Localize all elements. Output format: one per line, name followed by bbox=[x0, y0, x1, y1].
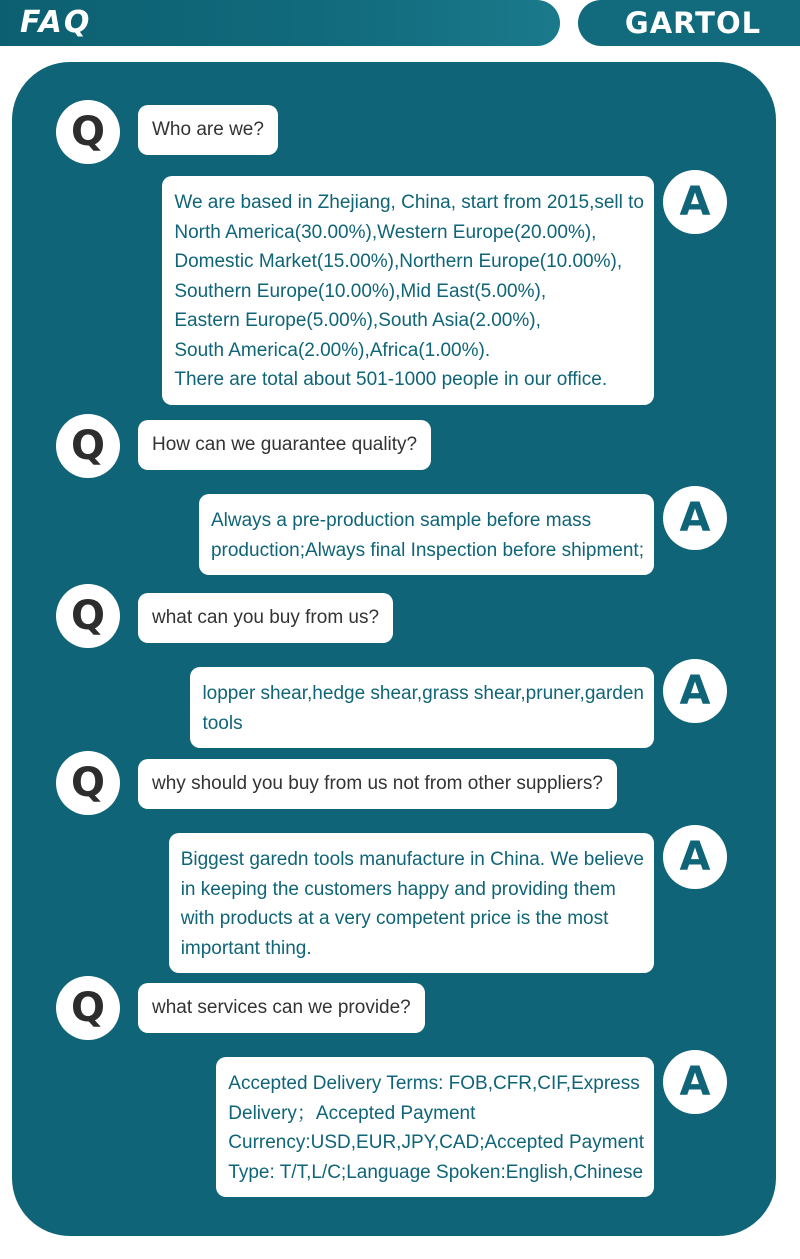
answer-line: Eastern Europe(5.00%),South Asia(2.00%), bbox=[174, 310, 541, 331]
question-badge: Q bbox=[56, 584, 120, 648]
answer-line: important thing. bbox=[180, 937, 312, 959]
answer-bubble bbox=[190, 667, 654, 748]
answer-line: lopper shear,hedge shear,grass shear,pruner,garden bbox=[202, 683, 644, 704]
answer-badge: A bbox=[663, 170, 727, 234]
answer-line: Type: T/T,L/C;Language Spoken:English,Chinese bbox=[228, 1161, 644, 1183]
header bbox=[0, 0, 800, 46]
answer-line: North America(30.00%),Western Europe(20.00%), bbox=[174, 221, 597, 243]
question-badge: Q bbox=[56, 976, 120, 1040]
answer-line: Biggest garedn tools manufacture in China. We believe bbox=[180, 849, 644, 870]
question-bubble: why should you buy from us not from other suppliers? bbox=[138, 759, 617, 809]
answer-line: There are total about 501-1000 people in our office. bbox=[174, 369, 608, 390]
brand-logo: GARTOL bbox=[624, 6, 762, 40]
answer-line: We are based in Zhejiang, China, start from 2015,sell to bbox=[174, 192, 644, 213]
answer-line: in keeping the customers happy and providing them bbox=[180, 878, 616, 900]
answer-bubble bbox=[162, 176, 654, 405]
answer-line: Accepted Delivery Terms: FOB,CFR,CIF,Express bbox=[228, 1073, 640, 1094]
question-bubble: what services can we provide? bbox=[138, 983, 425, 1033]
answer-line: tools bbox=[202, 712, 243, 734]
answer-line: with products at a very competent price is the most bbox=[180, 908, 609, 929]
answer-line: Domestic Market(15.00%),Northern Europe(10.00%), bbox=[174, 251, 623, 272]
answer-line: Currency:USD,EUR,JPY,CAD;Accepted Payment bbox=[228, 1132, 644, 1153]
question-badge: Q bbox=[56, 751, 120, 815]
answer-line: South America(2.00%),Africa(1.00%). bbox=[174, 339, 491, 361]
question-badge: Q bbox=[56, 414, 120, 478]
answer-badge: A bbox=[663, 659, 727, 723]
answer-line: Delivery；Accepted Payment bbox=[228, 1102, 476, 1124]
faq-title: FAQ bbox=[20, 5, 92, 40]
question-bubble: How can we guarantee quality? bbox=[138, 420, 431, 470]
answer-line: Southern Europe(10.00%),Mid East(5.00%), bbox=[174, 280, 547, 302]
question-badge: Q bbox=[56, 100, 120, 164]
faq-panel bbox=[12, 62, 776, 1236]
answer-badge: A bbox=[663, 486, 727, 550]
question-bubble: what can you buy from us? bbox=[138, 593, 393, 643]
answer-bubble bbox=[216, 1057, 654, 1197]
answer-line: Always a pre-production sample before mass bbox=[210, 510, 592, 531]
question-bubble: Who are we? bbox=[138, 105, 278, 155]
answer-badge: A bbox=[663, 825, 727, 889]
answer-badge: A bbox=[663, 1050, 727, 1114]
answer-bubble bbox=[169, 833, 654, 973]
answer-line: production;Always final Inspection before shipment; bbox=[210, 539, 644, 561]
answer-bubble bbox=[199, 494, 654, 575]
